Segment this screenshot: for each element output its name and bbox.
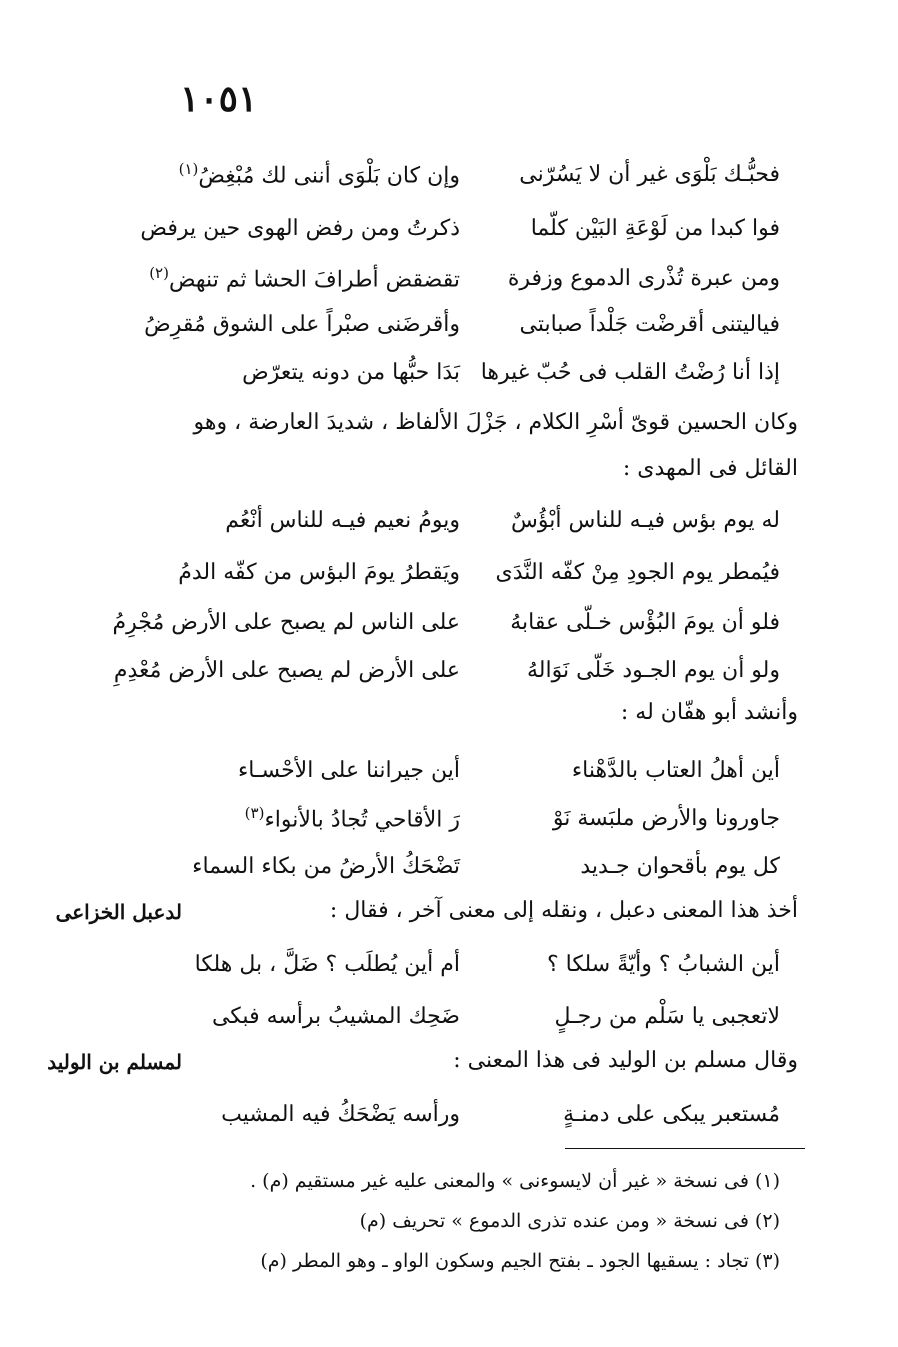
prose-line: القائل فى المهدى : bbox=[622, 456, 798, 481]
footnote-marker: (١) bbox=[178, 159, 199, 178]
hemistich-text: رَ الأقاحي تُجادُ بالأنواء bbox=[264, 807, 460, 833]
hemistich-first: ولو أن يوم الجـود خَلّى نَوَالهُ bbox=[527, 657, 780, 683]
hemistich-first: ومن عبرة تُذْرى الدموع وزفرة bbox=[507, 265, 780, 291]
hemistich-first: فياليتنى أقرضْت جَلْداً صبابتى bbox=[519, 311, 780, 337]
verse-line bbox=[140, 206, 780, 250]
prose-line: وقال مسلم بن الوليد فى هذا المعنى : bbox=[453, 1048, 798, 1073]
hemistich-second bbox=[140, 804, 460, 832]
verse-line bbox=[140, 256, 780, 300]
footnote-marker: (٢) bbox=[149, 263, 169, 282]
hemistich-first: إذا أنا رُضْتُ القلب فى حُبّ غيرها bbox=[480, 359, 780, 385]
prose-line: أخذ هذا المعنى دعبل ، ونقله إلى معنى آخر ، فقال : bbox=[329, 898, 798, 923]
prose-line: وأنشد أبو هفّان له : bbox=[620, 700, 798, 725]
hemistich-first: أين الشبابُ ؟ وأيّةً سلكا ؟ bbox=[546, 951, 780, 977]
verse-line bbox=[140, 1092, 780, 1136]
hemistich-text: تقضقض أطرافَ الحشا ثم تنهض bbox=[168, 267, 460, 293]
verse-line bbox=[112, 600, 780, 644]
hemistich-first: لاتعجبى يا سَلْم من رجـلٍ bbox=[554, 1003, 780, 1029]
hemistich-first: فحبُّـك بَلْوَى غير أن لا يَسُرّنى bbox=[519, 161, 780, 187]
verse-line bbox=[140, 796, 780, 840]
verse-line bbox=[140, 498, 780, 542]
hemistich-second bbox=[140, 160, 460, 188]
hemistich-first: أين أهلُ العتاب بالدَّهْناء bbox=[571, 757, 780, 783]
hemistich-second: ويومُ نعيم فيـه للناس أنْعُم bbox=[225, 507, 460, 533]
hemistich-second: ويَقطرُ يومَ البؤس من كفّه الدمُ bbox=[178, 559, 460, 585]
hemistich-first: جاورونا والأرض ملبَسة نَوْ bbox=[552, 805, 780, 831]
verse-line bbox=[140, 844, 780, 888]
verse-line bbox=[140, 748, 780, 792]
hemistich-first: مُستعبر يبكى على دمنـةٍ bbox=[563, 1101, 780, 1127]
hemistich-first: فوا كبدا من لَوْعَةِ البَيْن كلّما bbox=[530, 215, 780, 241]
side-note: لدعبل الخزاعى bbox=[55, 900, 182, 924]
hemistich-second: على الأرض لم يصبح على الأرض مُعْدِمِ bbox=[113, 657, 460, 683]
hemistich-second: ذكرتُ ومن رفض الهوى حين يرفض bbox=[140, 215, 460, 241]
footnote-marker: (٣) bbox=[244, 803, 265, 822]
hemistich-first: له يوم بؤس فيـه للناس أبْؤُسٌ bbox=[511, 507, 780, 533]
hemistich-first: فيُمطر يوم الجودِ مِنْ كفّه النَّدَى bbox=[495, 559, 780, 585]
verse-line bbox=[140, 152, 780, 196]
page-number: ١٠٥١ bbox=[180, 78, 258, 120]
verse-line bbox=[140, 350, 780, 394]
hemistich-second: أم أين يُطلَب ؟ ضَلَّ ، بل هلكا bbox=[194, 951, 460, 977]
verse-line bbox=[140, 550, 780, 594]
side-note: لمسلم بن الوليد bbox=[47, 1050, 182, 1074]
footnote-divider bbox=[565, 1148, 805, 1149]
prose-line: وكان الحسين قوىّ أسْرِ الكلام ، جَزْلَ الألفاظ ، شديدَ العارضة ، وهو bbox=[193, 410, 798, 435]
verse-line bbox=[113, 648, 780, 692]
hemistich-text: وإن كان بَلْوَى أننى لك مُبْغِضُ bbox=[198, 163, 460, 189]
hemistich-second: تَضْحَكُ الأرضُ من بكاء السماء bbox=[192, 853, 460, 879]
hemistich-second: على الناس لم يصبح على الأرض مُجْرِمُ bbox=[112, 609, 460, 635]
hemistich-second: أين جيراننا على الأحْسـاء bbox=[237, 757, 460, 783]
verse-line bbox=[140, 302, 780, 346]
verse-line bbox=[140, 994, 780, 1038]
footnote: (٢) فى نسخة « ومن عنده تذرى الدموع » تحريف (م) bbox=[359, 1210, 780, 1232]
hemistich-second bbox=[140, 264, 460, 292]
footnote: (١) فى نسخة « غير أن لايسوءنى » والمعنى عليه غير مستقيم (م) . bbox=[250, 1170, 780, 1192]
hemistich-second: وأقرضَنى صبْراً على الشوق مُقرِضُ bbox=[144, 311, 460, 337]
hemistich-second: ضَحِك المشيبُ برأسه فبكى bbox=[211, 1003, 460, 1029]
hemistich-first: كل يوم بأقحوان جـديد bbox=[580, 853, 780, 879]
verse-line bbox=[140, 942, 780, 986]
footnote: (٣) تجاد : يسقيها الجود ـ بفتح الجيم وسكون الواو ـ وهو المطر (م) bbox=[260, 1250, 780, 1272]
hemistich-second: بَدَا حبُّها من دونه يتعرّض bbox=[242, 359, 460, 385]
hemistich-first: فلو أن يومَ البُؤْس خـلّى عقابهُ bbox=[510, 609, 780, 635]
hemistich-second: ورأسه يَضْحَكُ فيه المشيب bbox=[221, 1101, 460, 1127]
